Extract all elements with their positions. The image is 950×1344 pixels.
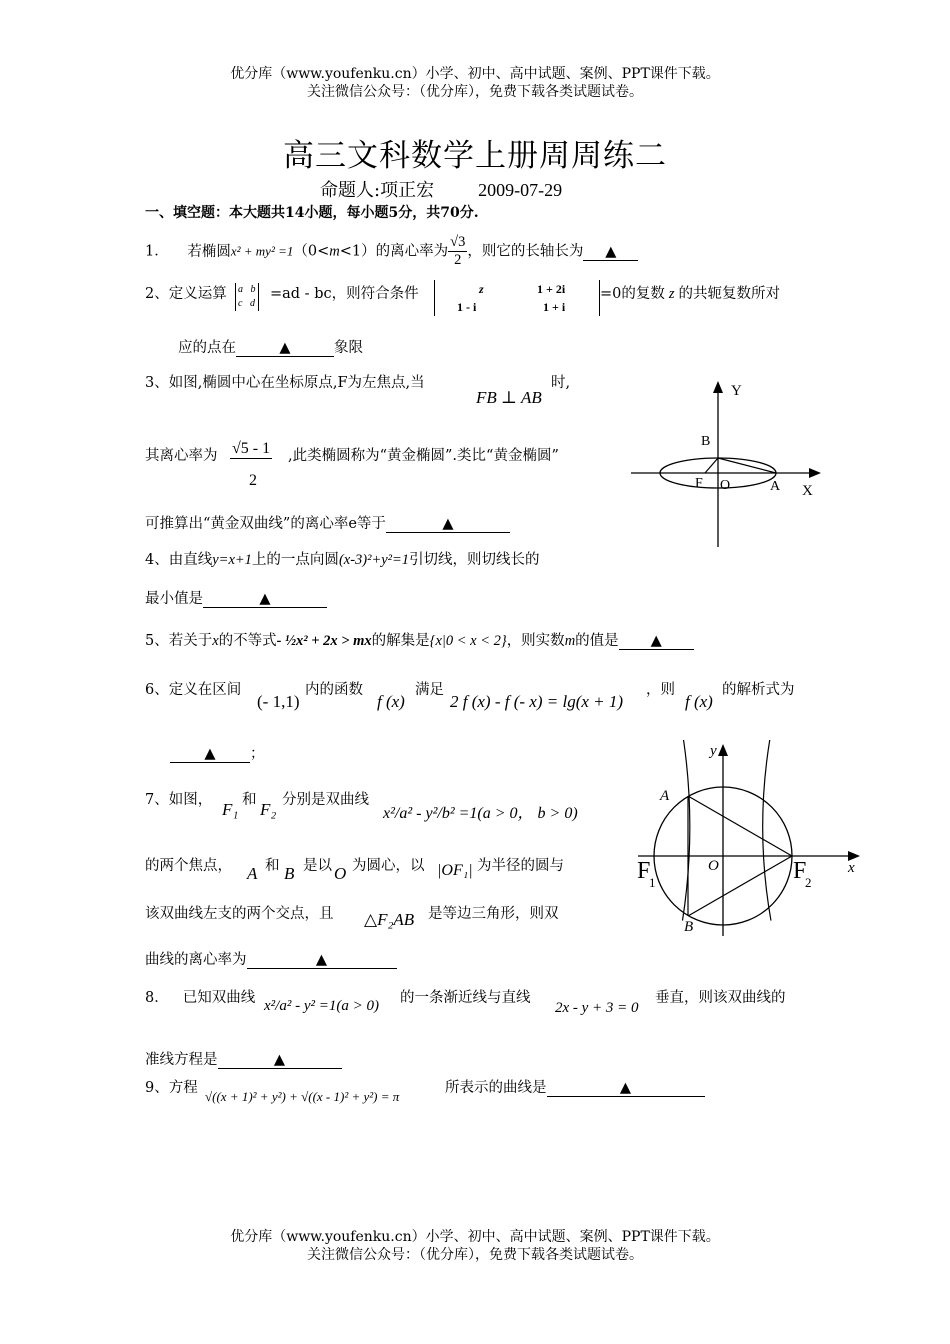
q2-text: 2、定义运算 bbox=[145, 286, 227, 302]
date: 2009-07-29 bbox=[478, 180, 563, 200]
y-axis-arrow bbox=[718, 744, 728, 756]
q7-and-2: 和 bbox=[265, 858, 280, 874]
hyperbola-right-branch bbox=[763, 740, 771, 921]
q8-line: 2x - y + 3 = 0 bbox=[555, 1000, 639, 1016]
answer-blank-8[interactable]: ▲ bbox=[218, 1052, 342, 1069]
q3-text-3: 其离心率为 bbox=[145, 448, 218, 464]
figure-hyperbola bbox=[630, 740, 870, 940]
answer-blank-9[interactable]: ▲ bbox=[547, 1080, 705, 1097]
q1-fraction: $\frac{√3}{2}$ bbox=[450, 234, 466, 268]
q7-text-7: 该双曲线左支的两个交点，且 bbox=[145, 906, 334, 922]
answer-blank-1[interactable]: ▲ bbox=[583, 244, 638, 261]
q8-equation: x²/a² - y² =1(a > 0) bbox=[264, 998, 379, 1014]
answer-blank-6[interactable]: ▲ bbox=[170, 746, 250, 763]
answer-blank-5[interactable]: ▲ bbox=[619, 633, 694, 650]
footer-line-1: 优分库（www.youfenku.cn）小学、初中、高中试题、案例、PPT课件下载。 bbox=[230, 1229, 720, 1245]
label-o: O bbox=[720, 478, 731, 493]
q3-condition: FB ⊥ AB bbox=[476, 388, 542, 407]
q6-text-2: 内的函数 bbox=[305, 682, 363, 698]
label-f1-sub: 1 bbox=[649, 875, 656, 890]
header-line-1: 优分库（www.youfenku.cn）小学、初中、高中试题、案例、PPT课件下载。 bbox=[230, 66, 720, 82]
y-axis-arrow bbox=[713, 381, 723, 393]
q7-line-4: 曲线的离心率为 ▲ bbox=[145, 950, 397, 970]
q1-number: 1． bbox=[145, 243, 169, 260]
q6-f-2: f (x) bbox=[685, 692, 713, 711]
q3-frac-num: √5 - 1 bbox=[232, 440, 271, 457]
x-axis-arrow bbox=[809, 468, 821, 478]
q7-triangle: △F₂AB bbox=[364, 910, 415, 929]
side-af2 bbox=[688, 796, 792, 856]
label-f: F bbox=[695, 476, 703, 491]
q7-and: 和 bbox=[242, 792, 257, 808]
label-f1: F bbox=[637, 858, 651, 884]
figure-ellipse bbox=[625, 375, 830, 550]
question-1 bbox=[145, 234, 638, 269]
q6-text-5: 的解析式为 bbox=[722, 682, 795, 698]
q1-text-3: <1）的离心率为 bbox=[339, 243, 449, 260]
q8-text-3: 垂直，则该双曲线的 bbox=[655, 990, 786, 1006]
q4-line-2: 最小值是 ▲ bbox=[145, 589, 327, 609]
q6-text-3: 满足 bbox=[415, 682, 444, 698]
label-b: B bbox=[701, 434, 711, 449]
q3-text: 3、如图,椭圆中心在坐标原点,F为左焦点,当 bbox=[145, 375, 425, 391]
question-4: 4、由直线y=x+1上的一点向圆(x-3)²+y²=1引切线，则切线长的 bbox=[145, 552, 540, 568]
q7-a: A bbox=[247, 864, 258, 883]
q6-f: f (x) bbox=[377, 692, 405, 711]
q8-line-2: 准线方程是 ▲ bbox=[145, 1050, 342, 1070]
side-bf2 bbox=[688, 856, 792, 916]
q7-text-5: 为圆心，以 bbox=[352, 858, 425, 874]
q7-text-8: 是等边三角形，则双 bbox=[428, 906, 559, 922]
label-x: X bbox=[802, 483, 813, 499]
q6-text-4: ，则 bbox=[646, 682, 675, 698]
q1-text-2: （0< bbox=[293, 243, 330, 260]
q7-text-3: 的两个焦点， bbox=[145, 858, 232, 874]
q8-text-2: 的一条渐近线与直线 bbox=[400, 990, 531, 1006]
answer-blank-7[interactable]: ▲ bbox=[247, 952, 397, 969]
q2-text-2: =ad - bc，则符合条件 bbox=[270, 286, 419, 302]
q2-matrix: z 1 + 2i 1 - i 1 + i bbox=[434, 280, 600, 316]
q9-text: 9、方程 bbox=[145, 1080, 198, 1096]
q3-text-4: ,此类椭圆称为“黄金椭圆”.类比“黄金椭圆” bbox=[288, 448, 559, 464]
question-5: 5、若关于x的不等式- ½x² + 2x > mx的解集是{x|0 < x < 2}，则实数m的值是 ▲ bbox=[145, 631, 694, 651]
label-y: Y bbox=[731, 383, 742, 399]
q7-text: 7、如图， bbox=[145, 792, 213, 808]
q9-equation: √((x + 1)² + y²) + √((x - 1)² + y²) = π bbox=[205, 1089, 400, 1104]
label-o: O bbox=[708, 858, 719, 874]
question-8: 8． 已知双曲线 bbox=[145, 990, 256, 1006]
q1-text: 若椭圆 bbox=[187, 243, 231, 260]
q7-o: O bbox=[334, 864, 347, 883]
q7-text-6: 为半径的圆与 bbox=[477, 858, 564, 874]
q7-equation: x²/a² - y²/b² =1(a > 0， b > 0) bbox=[383, 805, 578, 822]
q2-line-2: 应的点在 ▲ 象限 bbox=[178, 340, 363, 356]
q3-text-2: 时, bbox=[551, 375, 571, 391]
subtitle bbox=[320, 176, 562, 202]
q1-equation: x² + my² =1 bbox=[230, 243, 294, 259]
answer-blank-2[interactable]: ▲ bbox=[236, 340, 334, 357]
label-y: y bbox=[710, 743, 717, 759]
q6-interval: (- 1,1) bbox=[257, 692, 300, 711]
author: 命题人:项正宏 bbox=[320, 180, 435, 201]
label-a: A bbox=[770, 479, 781, 494]
footer-line-2: 关注微信公众号：（优分库），免费下载各类试题试卷。 bbox=[307, 1247, 643, 1263]
q2-determinant-def: a b c d bbox=[235, 283, 259, 311]
q7-f2: F₂ bbox=[260, 800, 277, 819]
answer-blank-4[interactable]: ▲ bbox=[203, 591, 327, 608]
label-x: x bbox=[848, 860, 855, 876]
q3-frac-den: 2 bbox=[249, 472, 257, 489]
q1-m: m bbox=[329, 243, 340, 260]
q6-line-2: ▲ ； bbox=[170, 744, 265, 764]
label-f2-sub: 2 bbox=[805, 875, 812, 890]
segment-fb bbox=[705, 458, 718, 473]
header-line-2: 关注微信公众号：（优分库），免费下载各类试题试卷。 bbox=[307, 84, 643, 100]
section-heading: 一、填空题：本大题共14小题，每小题5分，共70分. bbox=[145, 205, 479, 221]
answer-blank-3[interactable]: ▲ bbox=[386, 516, 510, 533]
q2-text-3: =0的复数 z 的共轭复数所对 bbox=[600, 286, 781, 302]
q7-radius: |OF₁| bbox=[437, 862, 473, 879]
q3-text-5: 可推算出“黄金双曲线”的离心率e等于 ▲ bbox=[145, 514, 510, 534]
q9-text-2: 所表示的曲线是 ▲ bbox=[445, 1078, 705, 1098]
question-2 bbox=[145, 284, 227, 304]
q7-f1: F₁ bbox=[222, 800, 239, 819]
label-a: A bbox=[660, 788, 670, 804]
label-f2: F bbox=[793, 858, 807, 884]
page-title: 高三文科数学上册周周练二 bbox=[283, 138, 667, 174]
hyperbola-left-branch bbox=[682, 740, 689, 921]
q7-b: B bbox=[284, 864, 295, 883]
q6-equation: 2 f (x) - f (- x) = lg(x + 1) bbox=[450, 692, 624, 711]
question-6: 6、定义在区间 bbox=[145, 682, 242, 698]
label-b: B bbox=[684, 919, 694, 935]
q7-text-4: 是以 bbox=[303, 858, 332, 874]
q1-text-4: ，则它的长轴长为 bbox=[467, 243, 584, 260]
q7-text-2: 分别是双曲线 bbox=[282, 792, 369, 808]
